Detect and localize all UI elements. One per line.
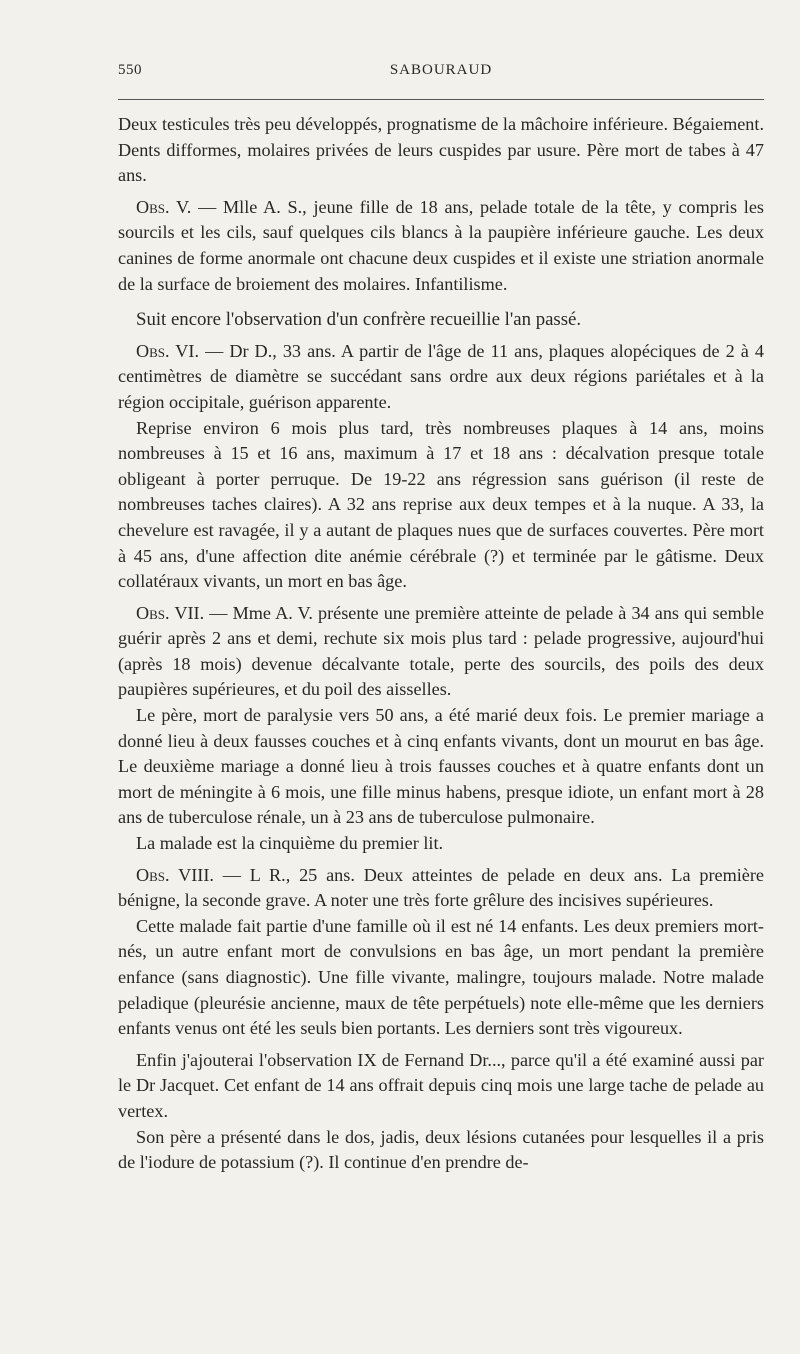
observation-7-note: La malade est la cinquième du premier lit. <box>136 833 444 854</box>
lead-sentence: Suit encore l'observation d'un confrère recueillie l'an passé. <box>136 309 582 331</box>
paragraph-son-pere: Son père a présenté dans le dos, jadis, deux lésions cutanées pour lesquelles il a pris de l'iodure de potassium (?). Il continue d'en prendre de- <box>118 1126 764 1173</box>
observation-text: — Mme A. V. présente une première atteinte de pelade à 34 ans qui semble guérir après 2 ans et demi, rechute six mois plus tard : pelade progressive, aujourd'hui (après 18 mois) devenue décalvante totale, perte des sourcils, des poils des deux paupières supérieures, et du poil des aisselles. <box>118 602 764 700</box>
header-rule <box>118 99 764 100</box>
body-text <box>118 112 764 1176</box>
paragraph-enfin: Enfin j'ajouterai l'observation IX de Fernand Dr..., parce qu'il a été examiné aussi par le Dr Jacquet. Cet enfant de 14 ans offrait depuis cinq mois une large tache de pelade au vertex. <box>118 1049 764 1121</box>
paragraph-continuation: Deux testicules très peu développés, prognatisme de la mâchoire inférieure. Bégaiement. Dents difformes, molaires privées de leurs cuspides par usure. Père mort de tabes à 47 ans. <box>118 114 764 186</box>
observation-label: Obs. VIII. <box>136 864 214 885</box>
observation-text: — L R., 25 ans. Deux atteintes de pelade en deux ans. La première bénigne, la seconde grave. A noter une très forte grêlure des incisives supérieures. <box>118 864 765 911</box>
observation-label: Obs. VII. <box>136 602 205 623</box>
observation-label: Obs. V. <box>136 196 192 217</box>
observation-6 <box>118 339 764 416</box>
observation-5 <box>118 195 764 297</box>
observation-8-family: Cette malade fait partie d'une famille où il est né 14 enfants. Les deux premiers mort-nés, un autre enfant mort de convulsions en bas âge, un mort pendant la première enfance (sans diagnostic). Une fille vivante, malingre, toujours malade. Notre malade peladique (pleurésie ancienne, maux de tête perpétuels) note elle-même que les derniers enfants venus ont été les seuls bien portants. Les derniers sont très vigoureux. <box>118 915 764 1039</box>
observation-7 <box>118 601 764 703</box>
page-header <box>118 62 764 88</box>
observation-6-continued: Reprise environ 6 mois plus tard, très nombreuses plaques à 14 ans, moins nombreuses à 15 et 16 ans, maximum à 17 et 18 ans : décalvation presque totale obligeant à porter perruque. De 19-22 ans régression sans guérison (il reste de nombreuses taches claires). A 32 ans reprise aux deux tempes et à la nuque. A 33, la chevelure est ravagée, il y a autant de plaques nues que de surfaces couvertes. Père mort à 45 ans, d'une affection dite anémie cérébrale (?) et terminée par le gâtisme. Deux collatéraux vivants, un mort en bas âge. <box>118 417 764 592</box>
running-title: SABOURAUD <box>389 62 493 78</box>
observation-8 <box>118 863 764 914</box>
observation-label: Obs. VI. <box>136 340 200 361</box>
observation-text: — Dr D., 33 ans. A partir de l'âge de 11 ans, plaques alopéciques de 2 à 4 centimètres de diamètre se succédant sans ordre aux deux régions pariétales et à la région occipitale, guérison apparente. <box>118 340 764 412</box>
page-number: 550 <box>118 62 142 78</box>
observation-text: — Mlle A. S., jeune fille de 18 ans, pelade totale de la tête, y compris les sourcils et les cils, sauf quelques cils blancs à la paupière inférieure gauche. Les deux canines de forme anormale ont chacune deux cuspides et il existe une striation anormale de la surface de broiement des molaires. Infantilisme. <box>118 196 764 294</box>
observation-7-family: Le père, mort de paralysie vers 50 ans, a été marié deux fois. Le premier mariage a donné lieu à deux fausses couches et à cinq enfants vivants, dont un mourut en bas âge. Le deuxième mariage a donné lieu à trois fausses couches et à quatre enfants dont un mort de méningite à 6 mois, une fille minus habens, presque idiote, un enfant mort à 28 ans de tuberculose rénale, un à 23 ans de tuberculose pulmonaire. <box>118 705 764 828</box>
